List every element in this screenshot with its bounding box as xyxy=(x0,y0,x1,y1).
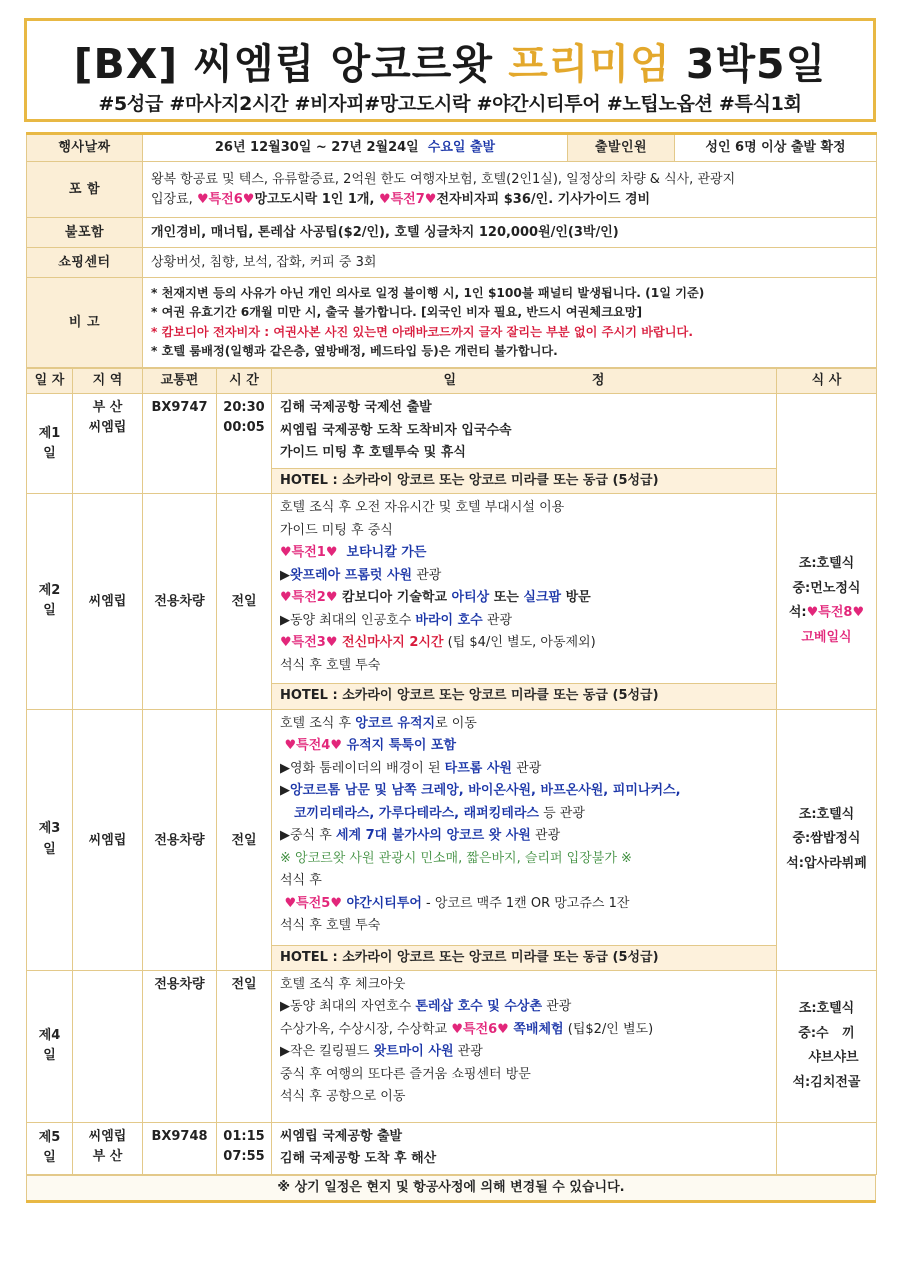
text: 관광 xyxy=(512,760,542,776)
special-2-badge: ♥특전2♥ xyxy=(280,590,338,606)
region-busan: 부 산 xyxy=(92,400,123,416)
text: ▶중식 후 xyxy=(280,828,336,844)
note-item-visa: * 캄보디아 전자비자 : 여권사본 사진 있는면 아래바코드까지 글자 잘리는 부분 없이 주시기 바랍니다. xyxy=(151,324,693,339)
plan-line xyxy=(280,804,770,827)
include-value xyxy=(143,162,877,218)
special-6-badge: ♥특전6♥ xyxy=(451,1021,509,1037)
day-5-time xyxy=(217,1122,272,1174)
include-line1: 왕복 항공료 및 텍스, 유류할증료, 2억원 한도 여행자보험, 호텔(2인1실), 일정상의 차량 & 식사, 관광지 xyxy=(151,171,736,187)
plan-line: 호텔 조식 후 오전 자유시간 및 호텔 부대시설 이용 xyxy=(280,500,565,516)
plan-line xyxy=(280,894,770,917)
date-value xyxy=(143,134,568,162)
day-2-time: 전일 xyxy=(217,494,272,709)
text: ▶동양 최대의 인공호수 xyxy=(280,612,416,628)
day-5-region xyxy=(73,1122,143,1174)
day-5-label: 제5일 xyxy=(27,1122,73,1174)
text: (팁$2/인 별도) xyxy=(563,1021,654,1037)
region-siemreap: 씨엠립 xyxy=(88,420,127,436)
day-3-label: 제3일 xyxy=(27,709,73,970)
day-4-time: 전일 xyxy=(217,970,272,1122)
place: 앙코르 유적지 xyxy=(355,715,436,731)
tuktuk: 유적지 툭툭이 포함 xyxy=(342,738,457,754)
plan-line: 석식 후 호텔 투숙 xyxy=(280,918,381,934)
text: ▶영화 툼레이더의 배경이 된 xyxy=(280,760,445,776)
day-2-transport: 전용차량 xyxy=(143,494,217,709)
meal-dinner: 석:압사라뷔페 xyxy=(786,855,867,871)
place: 왓프레아 프롬럿 사원 xyxy=(290,567,413,583)
itinerary-sheet xyxy=(26,132,876,1203)
meal-dinner-kobe: 고베일식 xyxy=(801,630,852,646)
plan-line: 호텔 조식 후 체크아웃 xyxy=(280,976,406,992)
botanical-garden: 보타니칼 가든 xyxy=(337,545,427,561)
dress-code-notice: ※ 앙코르왓 사원 관광시 민소매, 짧은바지, 슬리퍼 입장불가 ※ xyxy=(280,850,632,866)
date-range: 26년 12월30일 ~ 27년 2월24일 xyxy=(214,140,419,155)
include-label: 포 함 xyxy=(27,162,143,218)
day-3-plan xyxy=(272,709,777,945)
min-label: 출발인원 xyxy=(568,134,675,162)
plan-line: 김해 국제공항 국제선 출발 xyxy=(280,400,432,416)
day-5-flight: BX9748 xyxy=(143,1122,217,1174)
day-4-region xyxy=(73,970,143,1122)
special-1-badge: ♥특전1♥ xyxy=(280,545,338,561)
place: 앙코르톰 남문 및 남쪽 크레앙, 바이온사원, 바프온사원, 피미나커스, xyxy=(290,783,681,799)
meal-lunch: 중:수 끼 xyxy=(798,1025,855,1041)
text: (팁 $4/인 별도, 아동제외) xyxy=(443,635,596,651)
day-2-hotel: HOTEL : 소카라이 앙코르 또는 앙코르 미라클 또는 동급 (5성급) xyxy=(272,684,777,709)
text: ▶작은 킬링필드 xyxy=(280,1044,374,1060)
meal-lunch-detail: 샤브샤브 xyxy=(808,1050,859,1066)
text: 캄보디아 기술학교 xyxy=(337,590,452,606)
arrow: ▶ xyxy=(280,783,290,799)
special-4-badge: ♥특전4♥ xyxy=(280,738,342,754)
text: 관광 xyxy=(482,612,512,628)
title-prefix: [BX] 씨엠립 앙코르왓 xyxy=(73,40,509,88)
plan-line xyxy=(280,588,770,611)
special-5-badge: ♥특전5♥ xyxy=(280,895,342,911)
place: 아티상 xyxy=(451,590,490,606)
date-label: 행사날짜 xyxy=(27,134,143,162)
footer-notice: ※ 상기 일정은 현지 및 항공사정에 의해 변경될 수 있습니다. xyxy=(27,1175,876,1201)
text: 호텔 조식 후 xyxy=(280,715,356,731)
meal-lunch: 중:쌈밥정식 xyxy=(792,831,861,847)
text: 방문 xyxy=(561,590,591,606)
day-2-region: 씨엠립 xyxy=(73,494,143,709)
text: ▶동양 최대의 자연호수 xyxy=(280,999,416,1015)
time-depart: 20:30 xyxy=(223,400,265,416)
plan-line: 씨엠립 국제공항 출발 xyxy=(280,1128,403,1144)
day-3-hotel: HOTEL : 소카라이 앙코르 또는 앙코르 미라클 또는 동급 (5성급) xyxy=(272,945,777,970)
text: 관광 xyxy=(453,1044,483,1060)
plan-line xyxy=(280,633,770,656)
plan-line xyxy=(280,1042,770,1065)
head-time: 시 간 xyxy=(217,369,272,394)
plan-line: 씨엠립 국제공항 도착 도착비자 입국수속 xyxy=(280,422,512,438)
place: 왓트마이 사원 xyxy=(373,1044,454,1060)
plan-line xyxy=(280,566,770,589)
plan-line xyxy=(280,543,770,566)
place: 코끼리테라스, 가루다테라스, 래퍼킹테라스 xyxy=(294,805,539,821)
day-3-transport: 전용차량 xyxy=(143,709,217,970)
special-3-badge: ♥특전3♥ xyxy=(280,635,338,651)
day-1-flight: BX9747 xyxy=(143,394,217,494)
include-line2b: 망고도시락 1인 1개, xyxy=(254,191,379,207)
meal-lunch: 중:먼노정식 xyxy=(792,580,861,596)
plan-line xyxy=(280,759,770,782)
plan-line: 김해 국제공항 도착 후 해산 xyxy=(280,1151,437,1167)
arrow: ▶ xyxy=(280,567,290,583)
day-3-region: 씨엠립 xyxy=(73,709,143,970)
day-2-meal xyxy=(777,494,877,709)
meal-dinner xyxy=(783,601,870,626)
day-1-time xyxy=(217,394,272,494)
schedule-table xyxy=(26,368,877,1175)
place: 톤레삽 호수 및 수상촌 xyxy=(415,999,543,1015)
note-item: * 호텔 룸배정(일행과 같은층, 옆방배정, 베드타입 등)은 개런티 불가합니다. xyxy=(151,344,558,359)
text: 관광 xyxy=(530,828,561,844)
info-table xyxy=(26,132,877,368)
day-3-meal xyxy=(777,709,877,970)
page-title xyxy=(27,31,873,90)
footer-table xyxy=(26,1175,876,1203)
text: 또는 xyxy=(489,590,524,606)
day-5-meal xyxy=(777,1122,877,1174)
hashtags: #5성급 #마사지2시간 #비자피#망고도시락 #야간시티투어 #노팁노옵션 #특식1회 xyxy=(98,93,802,115)
notes xyxy=(143,278,877,368)
meal-dinner: 석:김치전골 xyxy=(792,1074,861,1090)
head-meal: 식 사 xyxy=(777,369,877,394)
head-plan: 일 정 xyxy=(272,369,777,394)
text: 수상가옥, 수상시장, 수상학교 xyxy=(280,1021,452,1037)
day-1-meal xyxy=(777,394,877,494)
meal-breakfast: 조:호텔식 xyxy=(798,556,855,572)
meal-dinner-prefix: 석: xyxy=(788,605,807,621)
plan-line xyxy=(280,736,770,759)
day-4-plan xyxy=(272,970,777,1122)
plan-line xyxy=(280,826,770,849)
region-busan: 부 산 xyxy=(92,1148,123,1164)
title-accent: 프리미엄 xyxy=(508,40,671,88)
special-7-badge: ♥특전7♥ xyxy=(378,191,437,207)
head-day: 일 자 xyxy=(27,369,73,394)
region-siemreap: 씨엠립 xyxy=(88,1128,127,1144)
day-1-hotel: HOTEL : 소카라이 앙코르 또는 앙코르 미라클 또는 동급 (5성급) xyxy=(272,469,777,494)
plan-line: 가이드 미팅 후 중식 xyxy=(280,522,393,538)
place: 실크팜 xyxy=(523,590,562,606)
note-item: * 천재지변 등의 사유가 아닌 개인 의사로 일정 불이행 시, 1인 $100불 패널티 발생됩니다. (1일 기준) xyxy=(151,285,705,300)
day-4-label: 제4일 xyxy=(27,970,73,1122)
exclude-label: 불포함 xyxy=(27,218,143,248)
time-arrive: 07:55 xyxy=(223,1148,265,1164)
text: 로 이동 xyxy=(435,715,477,731)
shop-value: 상황버섯, 침향, 보석, 잡화, 커피 중 3회 xyxy=(143,248,877,278)
day-1-label: 제1일 xyxy=(27,394,73,494)
title-box xyxy=(24,18,876,122)
place: 세계 7대 불가사의 앙코르 왓 사원 xyxy=(335,828,531,844)
plan-line xyxy=(280,997,770,1020)
text: 관광 xyxy=(412,567,442,583)
plan-line: 가이드 미팅 후 호텔투숙 및 휴식 xyxy=(280,445,466,461)
min-value: 성인 6명 이상 출발 확정 xyxy=(675,134,877,162)
date-weekday: 수요일 출발 xyxy=(427,140,496,155)
text: 관광 xyxy=(542,999,572,1015)
time-arrive: 00:05 xyxy=(223,420,265,436)
day-1-plan xyxy=(272,394,777,469)
special-6-badge: ♥특전6♥ xyxy=(196,191,255,207)
plan-line xyxy=(280,611,770,634)
include-line2 xyxy=(151,190,868,210)
include-line2a: 입장료, xyxy=(151,191,197,207)
night-tour: 야간시티투어 xyxy=(342,895,422,911)
plan-line xyxy=(280,1020,770,1043)
include-line2c: 전자비자피 $36/인. 기사가이드 경비 xyxy=(436,191,651,207)
text: - 앙코르 맥주 1캔 OR 망고쥬스 1잔 xyxy=(421,895,630,911)
day-3-time: 전일 xyxy=(217,709,272,970)
plan-line xyxy=(280,714,770,737)
head-region: 지 역 xyxy=(73,369,143,394)
plan-line: 석식 후 호텔 투숙 xyxy=(280,657,381,673)
boat-ride: 쪽배체험 xyxy=(508,1021,564,1037)
head-transport: 교통편 xyxy=(143,369,217,394)
time-depart: 01:15 xyxy=(223,1128,265,1144)
text: 등 관광 xyxy=(538,805,585,821)
shop-label: 쇼핑센터 xyxy=(27,248,143,278)
place: 바라이 호수 xyxy=(415,612,483,628)
plan-line: 중식 후 여행의 또다른 즐거움 쇼핑센터 방문 xyxy=(280,1066,531,1082)
day-5-plan xyxy=(272,1122,777,1174)
title-suffix: 3박5일 xyxy=(670,40,827,88)
day-2-label: 제2일 xyxy=(27,494,73,709)
place: 타프롬 사원 xyxy=(444,760,512,776)
day-2-plan xyxy=(272,494,777,684)
day-4-transport: 전용차량 xyxy=(143,970,217,1122)
day-1-region xyxy=(73,394,143,494)
special-8-badge: ♥특전8♥ xyxy=(806,605,865,621)
massage: 전신마사지 2시간 xyxy=(337,635,444,651)
meal-breakfast: 조:호텔식 xyxy=(798,1000,855,1016)
note-label: 비 고 xyxy=(27,278,143,368)
plan-line: 석식 후 xyxy=(280,873,322,889)
note-item: * 여권 유효기간 6개월 미만 시, 출국 불가합니다. [외국인 비자 필요, 반드시 여권체크요망] xyxy=(151,305,643,320)
meal-breakfast: 조:호텔식 xyxy=(798,806,855,822)
plan-line: 석식 후 공항으로 이동 xyxy=(280,1089,406,1105)
day-4-meal xyxy=(777,970,877,1122)
plan-line xyxy=(280,781,770,804)
exclude-value: 개인경비, 매너팁, 톤레삽 사공팁($2/인), 호텔 싱글차지 120,000원/인(3박/인) xyxy=(143,218,877,248)
